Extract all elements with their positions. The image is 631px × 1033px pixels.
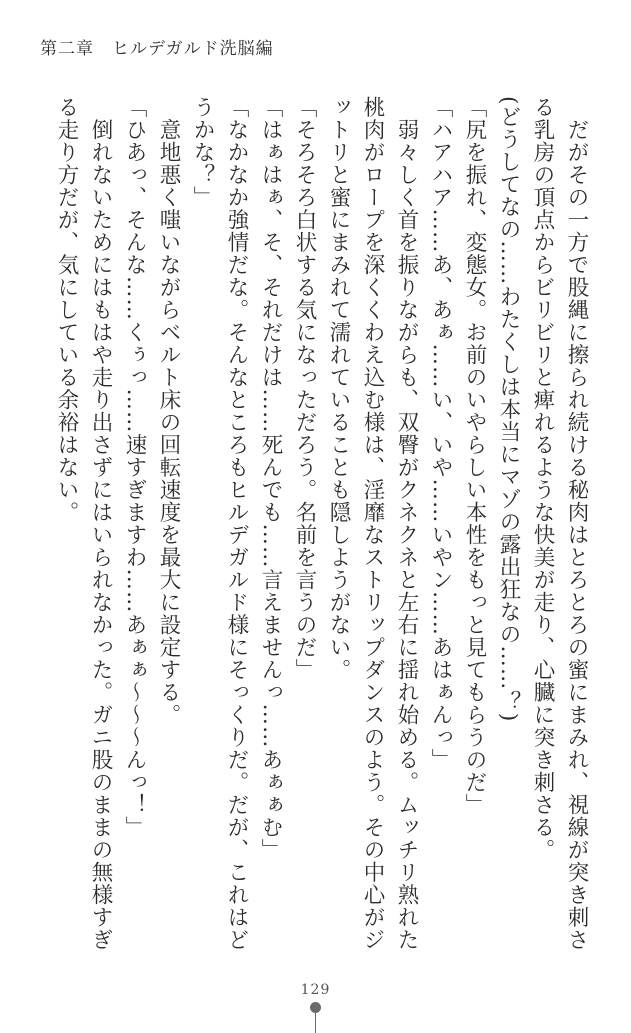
paragraph: 弱々しく首を振りながらも、双臀がクネクネと左右に揺れ始める。ムッチリ熟れた桃肉がロープを深くくわえ込む様は、淫靡なストリップダンスのよう。その中心がジットリと蜜にまみれて濡れていることも隠しようがない。	[326, 96, 419, 951]
page-number: 129	[300, 982, 331, 998]
paragraph: 「ハアハア……あ、あぁ……い、いや……いやン……あはぁんっ」	[428, 96, 453, 771]
paragraph: 「ひあっ、そんな……くぅっ……速すぎますわ……あぁぁ～～～んっ！」	[122, 96, 147, 839]
paragraph: 意地悪く嗤いながらベルト床の回転速度を最大に設定する。	[156, 96, 181, 726]
paragraph: だがその一方で股縄に擦られ続ける秘肉はとろとろの蜜にまみれ、視線が突き刺さる乳房の頂点からビリビリと痺れるような快美が走り、心臓に突き刺さる。	[530, 96, 589, 951]
page-marker-line	[315, 1012, 316, 1033]
paragraph: 「尻を振れ、変態女。お前のいやらしい本性をもっと見てもらうのだ」	[462, 96, 487, 816]
paragraph: 倒れないためにはもはや走り出さずにはいられなかった。ガニ股のままの無様すぎる走り方だが、気にしている余裕はない。	[54, 96, 113, 951]
paragraph: 「そろそろ白状する気になっただろう。名前を言うのだ」	[292, 96, 317, 681]
vertical-body-text	[33, 96, 593, 956]
paragraph: (どうしてなの……わたくしは本当にマゾの露出狂なの……？)	[496, 96, 521, 723]
running-head-title: 第二章 ヒルデガルド洗脳編	[40, 39, 274, 59]
paragraph: 「はぁはぁ、そ、それだけは……死んでも……言えませんっ……あぁぁむ」	[258, 96, 283, 861]
paragraph: 「なかなか強情だな。そんなところもヒルデガルド様にそっくりだ。だが、これはどうかな？」	[190, 96, 249, 951]
